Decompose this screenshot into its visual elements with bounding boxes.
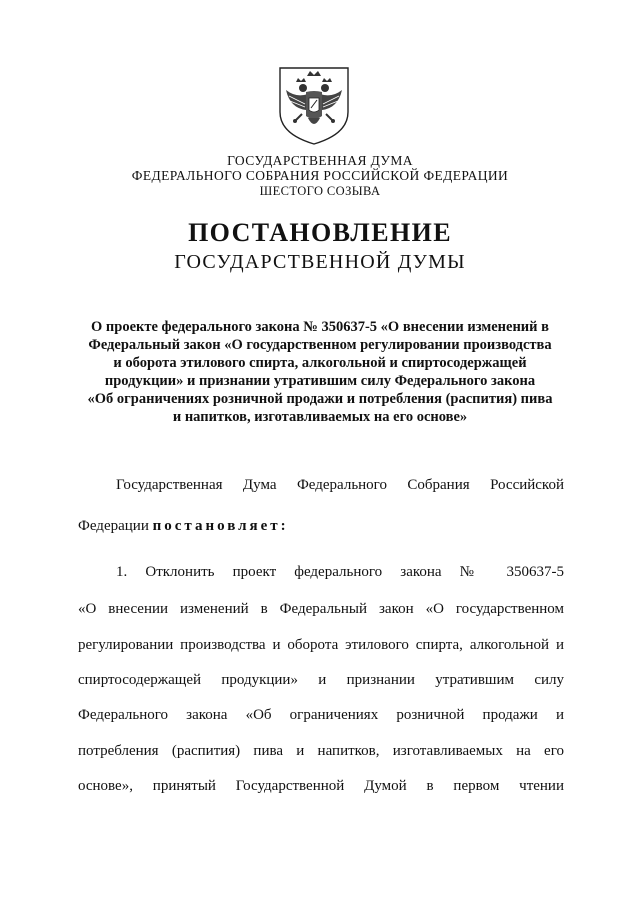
item1-line: основе», принятый Государственной Думой в первом чтении (78, 778, 564, 794)
resolution-verb: постановляет: (152, 518, 289, 534)
subject-line: Федеральный закон «О государственном регулировании производства (88, 337, 552, 353)
item1-line: спиртосодержащей продукции» и признании утратившим силу (78, 672, 564, 688)
item1-line: регулировании производства и оборота этилового спирта, алкогольной и (78, 637, 564, 653)
preamble-line-1: Государственная Дума Федерального Собрания Российской (116, 477, 564, 493)
item1-line: 1. Отклонить проект федерального закона № 350637-5 (116, 564, 564, 580)
coat-of-arms-icon (276, 64, 352, 146)
preamble-line-2 (78, 518, 564, 535)
subject-line: и оборота этилового спирта, алкогольной и спиртосодержащей (113, 355, 527, 371)
item1-line: потребления (распития) пива и напитков, изготавливаемых на его (78, 743, 564, 759)
org-name-line-2: ФЕДЕРАЛЬНОГО СОБРАНИЯ РОССИЙСКОЙ ФЕДЕРАЦИИ (131, 168, 509, 183)
subject-line: О проекте федерального закона № 350637-5 «О внесении изменений в (91, 319, 549, 335)
subject-line: продукции» и признании утратившим силу Федерального закона (104, 373, 536, 389)
org-name-line-1: ГОСУДАРСТВЕННАЯ ДУМА (227, 153, 413, 168)
document-type-title: ПОСТАНОВЛЕНИЕ (188, 218, 452, 247)
convocation-line: ШЕСТОГО СОЗЫВА (259, 184, 381, 198)
subject-line: «Об ограничениях розничной продажи и потребления (распития) пива (87, 391, 553, 407)
document-issuer-title: ГОСУДАРСТВЕННОЙ ДУМЫ (174, 251, 466, 273)
subject-line: и напитков, изготавливаемых на его основе» (172, 409, 468, 425)
item1-line: Федерального закона «Об ограничениях розничной продажи и (78, 707, 564, 723)
item1-line: «О внесении изменений в Федеральный закон «О государственном (78, 601, 564, 617)
document-subject (70, 318, 570, 426)
preamble-prefix: Федерации (78, 518, 153, 534)
